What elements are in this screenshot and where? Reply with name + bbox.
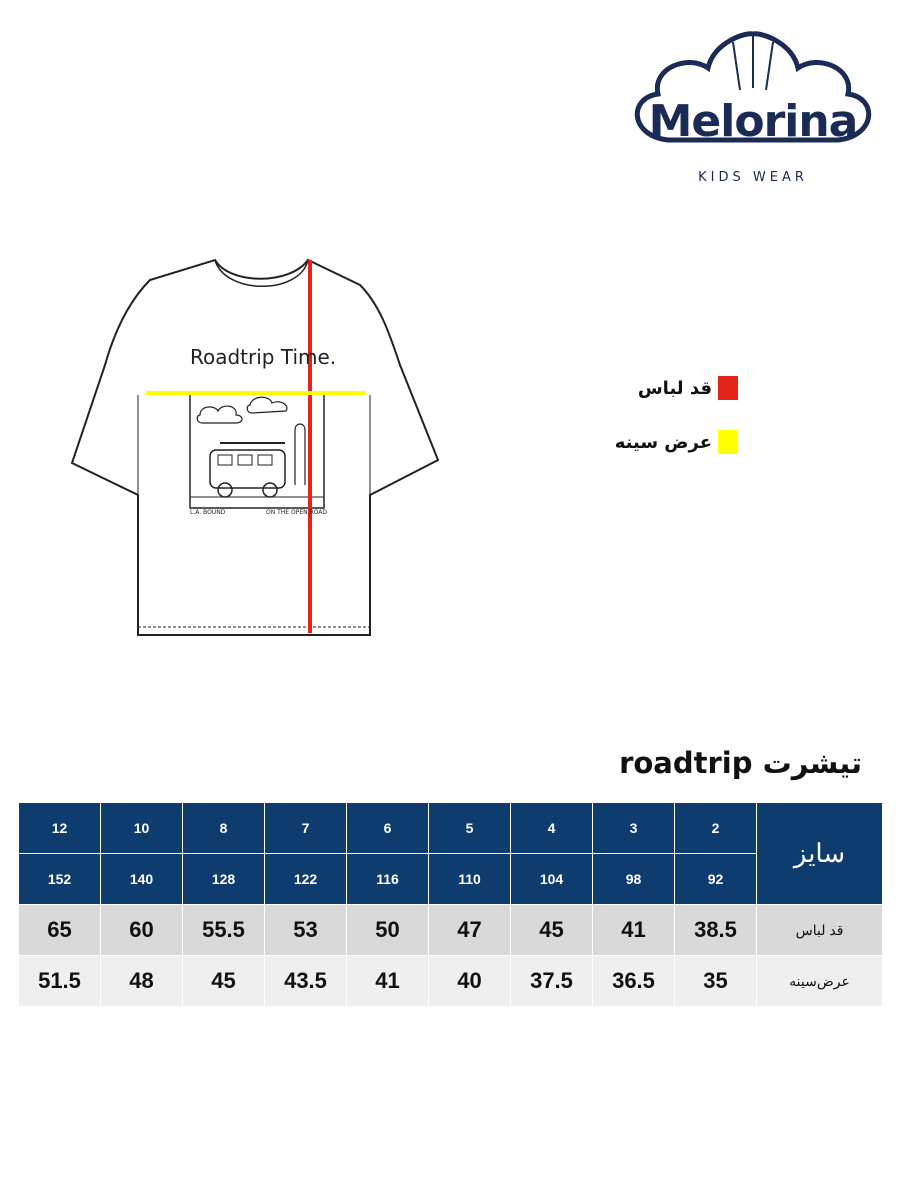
legend-chest — [609, 430, 738, 454]
height-cell: 128 — [183, 854, 265, 905]
table-row-ages — [19, 803, 883, 854]
age-cell: 2 — [675, 803, 757, 854]
height-cell: 98 — [593, 854, 675, 905]
size-table — [18, 802, 883, 1007]
value-cell: 43.5 — [265, 956, 347, 1007]
height-cell: 110 — [429, 854, 511, 905]
age-cell: 3 — [593, 803, 675, 854]
value-cell: 41 — [347, 956, 429, 1007]
value-cell: 51.5 — [19, 956, 101, 1007]
table-row-length — [19, 905, 883, 956]
height-cell: 92 — [675, 854, 757, 905]
brand-logo — [628, 28, 878, 198]
value-cell: 65 — [19, 905, 101, 956]
value-cell: 35 — [675, 956, 757, 1007]
height-cell: 152 — [19, 854, 101, 905]
row-label-chest: عرض‌سینه — [757, 956, 883, 1007]
value-cell: 60 — [101, 905, 183, 956]
value-cell: 36.5 — [593, 956, 675, 1007]
legend-swatch-red — [718, 376, 738, 400]
age-cell: 6 — [347, 803, 429, 854]
brand-tagline: KIDS WEAR — [698, 170, 808, 185]
value-cell: 37.5 — [511, 956, 593, 1007]
height-cell: 116 — [347, 854, 429, 905]
age-cell: 7 — [265, 803, 347, 854]
value-cell: 45 — [183, 956, 265, 1007]
age-cell: 8 — [183, 803, 265, 854]
row-label-length: قد لباس — [757, 905, 883, 956]
size-label-cell: سایز — [757, 803, 883, 905]
height-cell: 140 — [101, 854, 183, 905]
legend-length — [632, 376, 738, 400]
value-cell: 40 — [429, 956, 511, 1007]
value-cell: 41 — [593, 905, 675, 956]
legend-length-label: قد لباس — [637, 377, 712, 399]
brand-name: Melorina — [648, 96, 858, 147]
age-cell: 5 — [429, 803, 511, 854]
value-cell: 55.5 — [183, 905, 265, 956]
age-cell: 12 — [19, 803, 101, 854]
tshirt-drawing — [60, 245, 450, 645]
table-title: تیشرت roadtrip — [619, 746, 862, 780]
value-cell: 50 — [347, 905, 429, 956]
height-cell: 122 — [265, 854, 347, 905]
tshirt-illustration — [60, 245, 450, 645]
age-cell: 10 — [101, 803, 183, 854]
print-title: Roadtrip Time. — [190, 345, 337, 369]
legend-chest-label: عرض سینه — [614, 431, 712, 453]
table-row-chest — [19, 956, 883, 1007]
print-caption-left: L.A. BOUND — [190, 509, 226, 516]
value-cell: 47 — [429, 905, 511, 956]
age-cell: 4 — [511, 803, 593, 854]
height-cell: 104 — [511, 854, 593, 905]
value-cell: 48 — [101, 956, 183, 1007]
print-caption-right: ON THE OPEN ROAD — [266, 509, 328, 516]
value-cell: 38.5 — [675, 905, 757, 956]
table-row-heights — [19, 854, 883, 905]
legend-swatch-yellow — [718, 430, 738, 454]
value-cell: 45 — [511, 905, 593, 956]
value-cell: 53 — [265, 905, 347, 956]
